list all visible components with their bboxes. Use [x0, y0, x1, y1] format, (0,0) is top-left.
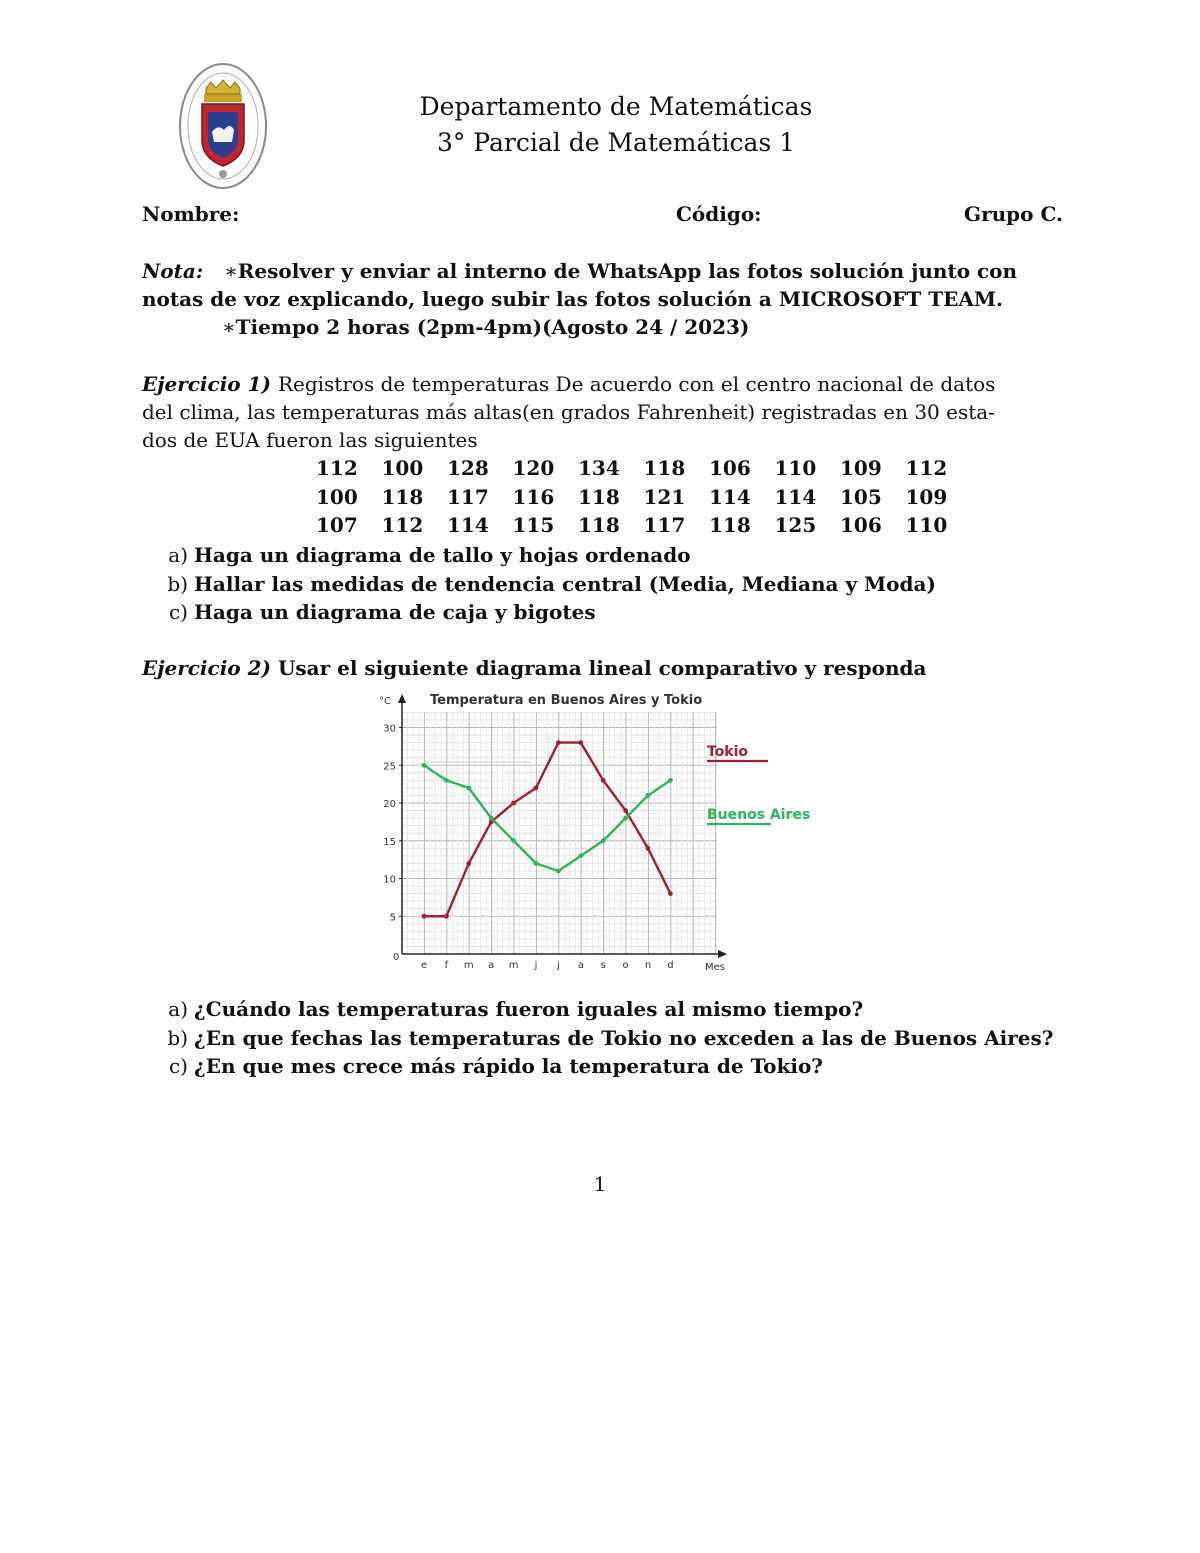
x-tick-label: n: [644, 960, 652, 971]
data-point-buenos-aires: [444, 778, 449, 783]
table-cell: 118: [578, 484, 620, 509]
temperature-table: [316, 454, 971, 540]
x-tick-label: m: [508, 960, 519, 971]
ex2-text: Usar el siguiente diagrama lineal comparativo y responda: [277, 656, 927, 680]
table-cell: 105: [840, 484, 882, 509]
x-tick-label: a: [577, 960, 584, 971]
data-point-buenos-aires: [422, 763, 427, 768]
table-cell: 116: [512, 484, 555, 509]
y-tick-label: 15: [383, 836, 396, 848]
table-cell: 112: [381, 513, 424, 538]
ex2-items: [150, 995, 1053, 1081]
ex1-item-b: b) Hallar las medidas de tendencia central (Media, Mediana y Moda): [167, 571, 936, 596]
table-cell: 109: [840, 456, 882, 481]
table-cell: 100: [316, 484, 358, 509]
table-cell: 107: [316, 513, 358, 538]
ex1-line-3: dos de EUA fueron las siguientes: [142, 428, 478, 452]
data-point-buenos-aires: [489, 816, 494, 821]
y-tick-label: 10: [383, 874, 396, 886]
exam-title: 3° Parcial de Matemáticas 1: [436, 128, 796, 157]
data-point-buenos-aires: [466, 786, 471, 791]
page-number: 1: [593, 1172, 607, 1196]
chart-title: Temperatura en Buenos Aires y Tokio: [430, 693, 703, 708]
y-axis-label: °C: [379, 696, 391, 707]
data-point-buenos-aires: [511, 838, 516, 843]
ex1-items: [150, 541, 936, 627]
data-point-tokio: [668, 891, 673, 896]
origin-label: 0: [393, 952, 400, 963]
chart-svg: [365, 684, 825, 976]
data-point-buenos-aires: [534, 861, 539, 866]
table-cell: 118: [578, 513, 620, 538]
x-tick-label: d: [667, 960, 674, 971]
ex2-item-b: b) ¿En que fechas las temperaturas de Tokio no exceden a las de Buenos Aires?: [167, 1025, 1054, 1050]
data-point-buenos-aires: [623, 816, 628, 821]
table-row: [316, 483, 971, 512]
ex1-item-c: c) Haga un diagrama de caja y bigotes: [168, 600, 596, 624]
data-point-buenos-aires: [556, 869, 561, 874]
table-cell: 125: [774, 513, 817, 538]
data-point-tokio: [556, 740, 561, 745]
table-cell: 114: [447, 513, 489, 538]
star-mark: ∗: [224, 259, 238, 283]
note-line-2: notas de voz explicando, luego subir las fotos solución a MICROSOFT TEAM.: [142, 287, 1003, 311]
note-text-3: Tiempo 2 horas (2pm-4pm)(Agosto 24 / 2023): [235, 315, 750, 339]
table-cell: 110: [905, 513, 948, 538]
table-cell: 120: [512, 456, 555, 481]
note-line-1: [142, 257, 1102, 285]
table-cell: 118: [381, 484, 424, 509]
note-text-1: Resolver y enviar al interno de WhatsApp las fotos solución junto con: [237, 259, 1018, 283]
note-label: Nota:: [142, 259, 204, 283]
data-point-buenos-aires: [646, 793, 651, 798]
code-label: Código:: [676, 202, 762, 226]
table-cell: 118: [643, 456, 686, 481]
data-point-tokio: [601, 778, 606, 783]
x-tick-label: m: [463, 960, 474, 971]
ex2-label: Ejercicio 2): [142, 656, 271, 680]
y-tick-label: 5: [389, 912, 396, 924]
y-tick-label: 25: [383, 761, 396, 773]
x-tick-label: e: [420, 960, 428, 971]
x-tick-label: s: [600, 960, 606, 971]
data-point-buenos-aires: [668, 778, 673, 783]
legend-label-buenos-aires: Buenos Aires: [707, 807, 811, 823]
x-tick-label: o: [622, 960, 629, 971]
table-cell: 109: [905, 484, 948, 509]
table-cell: 112: [316, 456, 358, 481]
note-line-3: [222, 313, 749, 341]
data-point-buenos-aires: [601, 838, 606, 843]
ex1-text-1: Registros de temperaturas De acuerdo con el centro nacional de datos: [277, 372, 996, 396]
ex2-item-a: a) ¿Cuándo las temperaturas fueron iguales al mismo tiempo?: [168, 997, 864, 1021]
table-cell: 117: [447, 484, 489, 509]
department-title: Departamento de Matemáticas: [419, 92, 813, 121]
table-cell: 106: [709, 456, 751, 481]
table-cell: 115: [512, 513, 555, 538]
table-cell: 128: [447, 456, 489, 481]
table-cell: 134: [578, 456, 620, 481]
data-point-tokio: [646, 846, 651, 851]
group-label: Grupo C.: [964, 202, 1063, 226]
data-point-tokio: [534, 786, 539, 791]
ex1-line-1: [142, 370, 1102, 398]
y-tick-label: 20: [383, 799, 396, 810]
table-row: [316, 511, 971, 540]
table-cell: 114: [774, 484, 817, 509]
ex2-line: [142, 654, 1102, 682]
y-tick-label: 30: [383, 723, 396, 735]
university-seal: [178, 62, 268, 190]
x-tick-label: f: [444, 960, 449, 971]
x-tick-label: j: [534, 960, 538, 971]
x-tick-label: j: [557, 960, 560, 971]
table-cell: 110: [774, 456, 817, 481]
table-cell: 121: [643, 484, 686, 509]
data-point-tokio: [422, 914, 427, 919]
data-point-buenos-aires: [578, 853, 583, 858]
legend-label-tokio: Tokio: [707, 744, 749, 760]
ex1-item-a: a) Haga un diagrama de tallo y hojas ordenado: [168, 543, 691, 567]
data-point-tokio: [466, 861, 471, 866]
ex1-label: Ejercicio 1): [142, 372, 271, 396]
data-point-tokio: [511, 801, 516, 806]
table-cell: 112: [905, 456, 948, 481]
table-row: [316, 454, 971, 483]
name-label: Nombre:: [142, 202, 240, 226]
table-cell: 117: [643, 513, 686, 538]
ex1-line-2: del clima, las temperaturas más altas(en grados Fahrenheit) registradas en 30 esta-: [142, 400, 995, 424]
table-cell: 100: [381, 456, 424, 481]
table-cell: 114: [709, 484, 751, 509]
table-cell: 118: [709, 513, 751, 538]
temperature-chart: [365, 684, 825, 976]
data-point-tokio: [578, 740, 583, 745]
x-tick-label: a: [488, 960, 495, 971]
table-cell: 106: [840, 513, 882, 538]
x-axis-label: Mes: [705, 962, 725, 973]
ex2-item-c: c) ¿En que mes crece más rápido la temperatura de Tokio?: [168, 1054, 824, 1078]
star-mark: ∗: [222, 315, 236, 339]
data-point-tokio: [444, 914, 449, 919]
data-point-tokio: [623, 808, 628, 813]
